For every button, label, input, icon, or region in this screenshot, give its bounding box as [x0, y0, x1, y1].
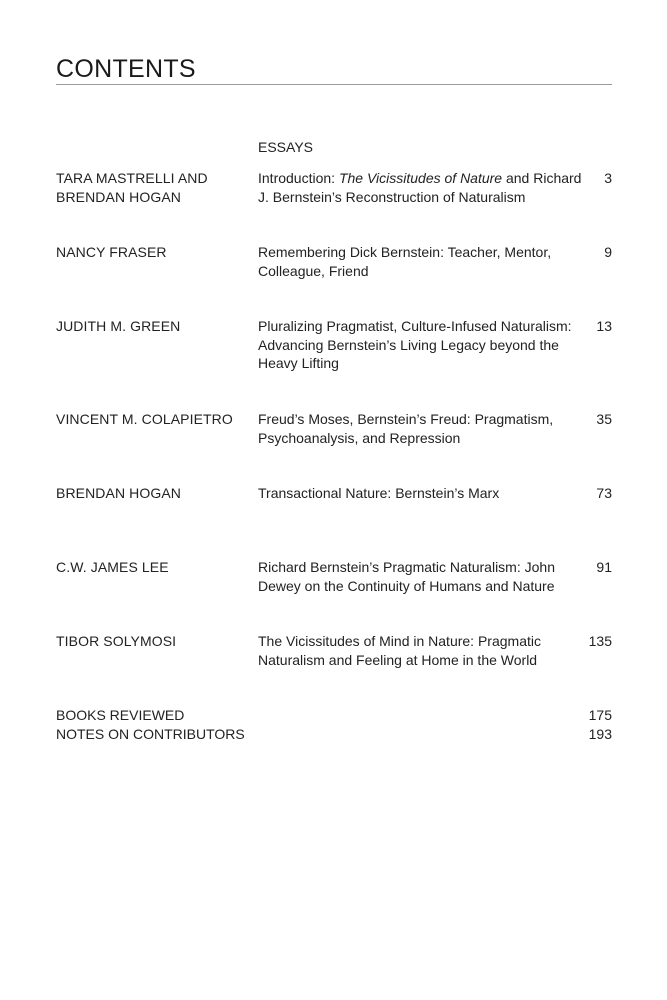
end-matter-books-reviewed[interactable]	[56, 706, 612, 725]
entry-author: NANCY FRASER	[56, 244, 167, 260]
entry-page-number: 35	[596, 411, 612, 427]
end-matter-notes-on-contributors[interactable]	[56, 725, 612, 744]
entry-title-prefix: Introduction:	[258, 170, 339, 186]
entry-author: TARA MASTRELLI AND BRENDAN HOGAN	[56, 170, 208, 205]
entry-page-number: 135	[588, 633, 612, 649]
entry-page-number: 13	[596, 318, 612, 334]
end-matter-label: BOOKS REVIEWED	[56, 707, 185, 723]
entry-author: JUDITH M. GREEN	[56, 318, 181, 334]
end-matter-page-number: 175	[588, 707, 612, 723]
entry-title-suffix: and Richard J. Bernstein’s Reconstruction of Naturalism	[258, 170, 582, 205]
entry-page-number: 9	[604, 244, 612, 260]
title-divider	[56, 84, 612, 85]
end-matter-page-number: 193	[588, 725, 612, 742]
entry-title: Pluralizing Pragmatist, Culture-Infused Naturalism: Advancing Bernstein’s Living Legacy beyond the Heavy Lifting	[258, 318, 572, 372]
entry-title: Freud’s Moses, Bernstein’s Freud: Pragmatism, Psychoanalysis, and Repression	[258, 411, 554, 446]
entry-title: Remembering Dick Bernstein: Teacher, Mentor, Colleague, Friend	[258, 244, 552, 279]
entry-title-italic: The Vicissitudes of Nature	[338, 170, 503, 186]
entry-page-number: 91	[596, 559, 612, 575]
entry-author: C.W. JAMES LEE	[56, 559, 169, 575]
entry-author: TIBOR SOLYMOSI	[56, 633, 177, 649]
entry-title: Transactional Nature: Bernstein’s Marx	[258, 485, 500, 501]
entry-page-number: 73	[596, 485, 612, 501]
entry-page-number: 3	[604, 170, 612, 186]
entry-title: Richard Bernstein’s Pragmatic Naturalism: John Dewey on the Continuity of Humans and Nature	[258, 559, 555, 594]
entry-author: VINCENT M. COLAPIETRO	[56, 411, 233, 427]
end-matter-label: NOTES ON CONTRIBUTORS	[56, 725, 245, 742]
entry-author: BRENDAN HOGAN	[56, 485, 181, 501]
section-heading-essays: ESSAYS	[258, 139, 313, 155]
entry-title	[258, 169, 583, 206]
entry-title: The Vicissitudes of Mind in Nature: Pragmatic Naturalism and Feeling at Home in the World	[258, 633, 541, 668]
page-title: CONTENTS	[56, 55, 196, 83]
end-matter-list	[56, 706, 612, 743]
